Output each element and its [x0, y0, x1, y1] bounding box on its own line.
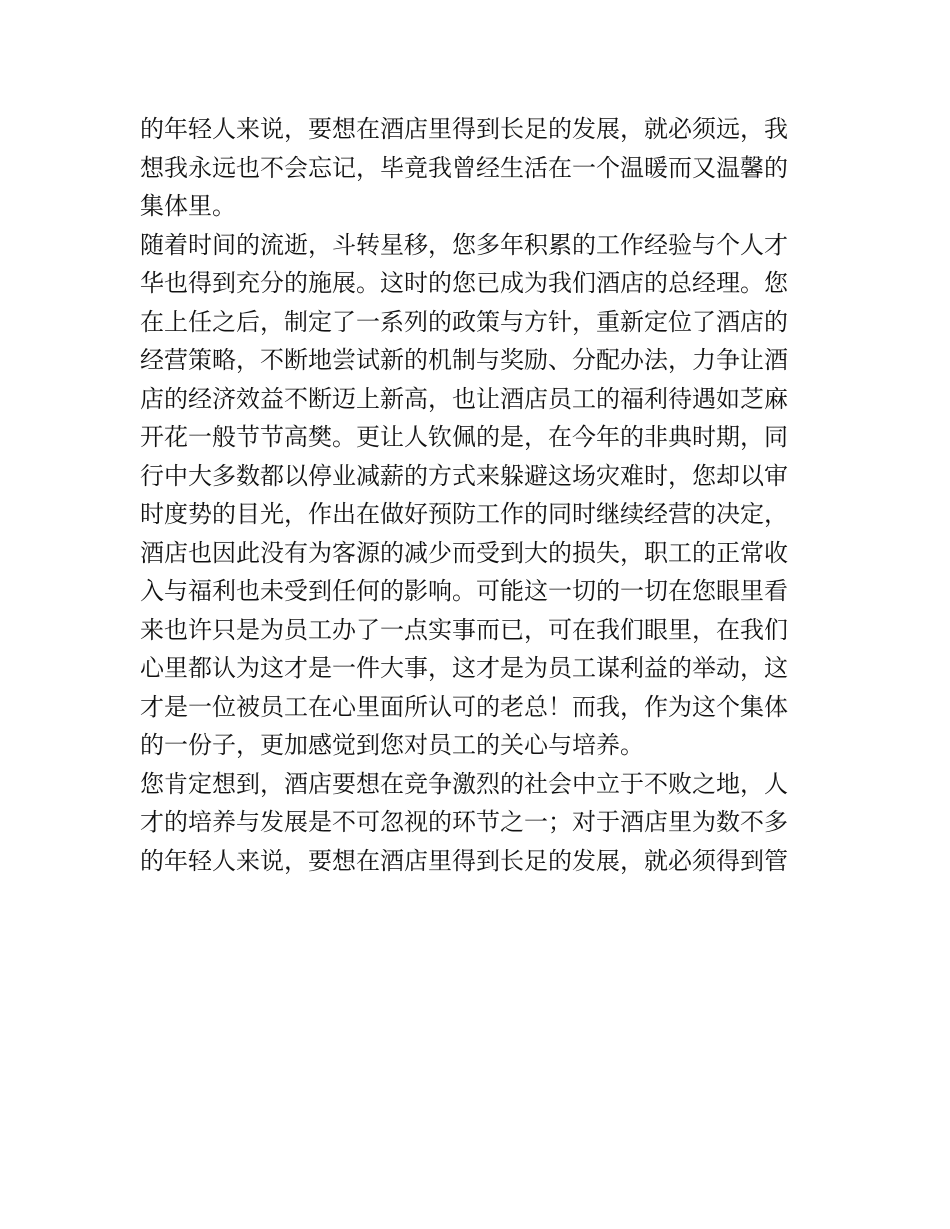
text-line: 的一份子，更加感觉到您对员工的关心与培养。: [140, 731, 644, 759]
text-line: 酒店也因此没有为客源的减少而受到大的损失，职工的正常收: [140, 538, 788, 567]
text-line: 开花一般节节高樊。更让人钦佩的是，在今年的非典时期，同: [140, 423, 788, 451]
text-line: 来也许只是为员工办了一点实事而已，可在我们眼里，在我们: [140, 615, 788, 644]
text-line: 心里都认为这才是一件大事，这才是为员工谋利益的举动，这: [140, 654, 788, 682]
text-line: 随着时间的流逝，斗转星移，您多年积累的工作经验与个人才: [140, 230, 788, 259]
text-line: 在上任之后，制定了一系列的政策与方针，重新定位了酒店的: [140, 307, 788, 336]
text-line: 才的培养与发展是不可忽视的环节之一；对于酒店里为数不多: [140, 808, 788, 836]
text-line: 华也得到充分的施展。这时的您已成为我们酒店的总经理。您: [140, 269, 788, 297]
text-line: 才是一位被员工在心里面所认可的老总！而我，作为这个集体: [140, 692, 788, 721]
text-line: 您肯定想到，酒店要想在竞争激烈的社会中立于不败之地，人: [140, 769, 788, 798]
text-line: 时度势的目光，作出在做好预防工作的同时继续经营的决定，: [140, 500, 788, 528]
body-text: [140, 110, 820, 880]
text-line: 的年轻人来说，要想在酒店里得到长足的发展，就必须得到管: [140, 846, 788, 875]
text-line: 的年轻人来说，要想在酒店里得到长足的发展，就必须远，我: [140, 115, 788, 143]
text-line: 集体里。: [140, 192, 236, 220]
text-line: 想我永远也不会忘记，毕竟我曾经生活在一个温暖而又温馨的: [140, 153, 788, 182]
text-line: 经营策略，不断地尝试新的机制与奖励、分配办法，力争让酒: [140, 346, 788, 374]
text-line: 入与福利也未受到任何的影响。可能这一切的一切在您眼里看: [140, 577, 788, 605]
text-line: 行中大多数都以停业减薪的方式来躲避这场灾难时，您却以审: [140, 461, 788, 490]
text-line: 店的经济效益不断迈上新高，也让酒店员工的福利待遇如芝麻: [140, 384, 788, 413]
